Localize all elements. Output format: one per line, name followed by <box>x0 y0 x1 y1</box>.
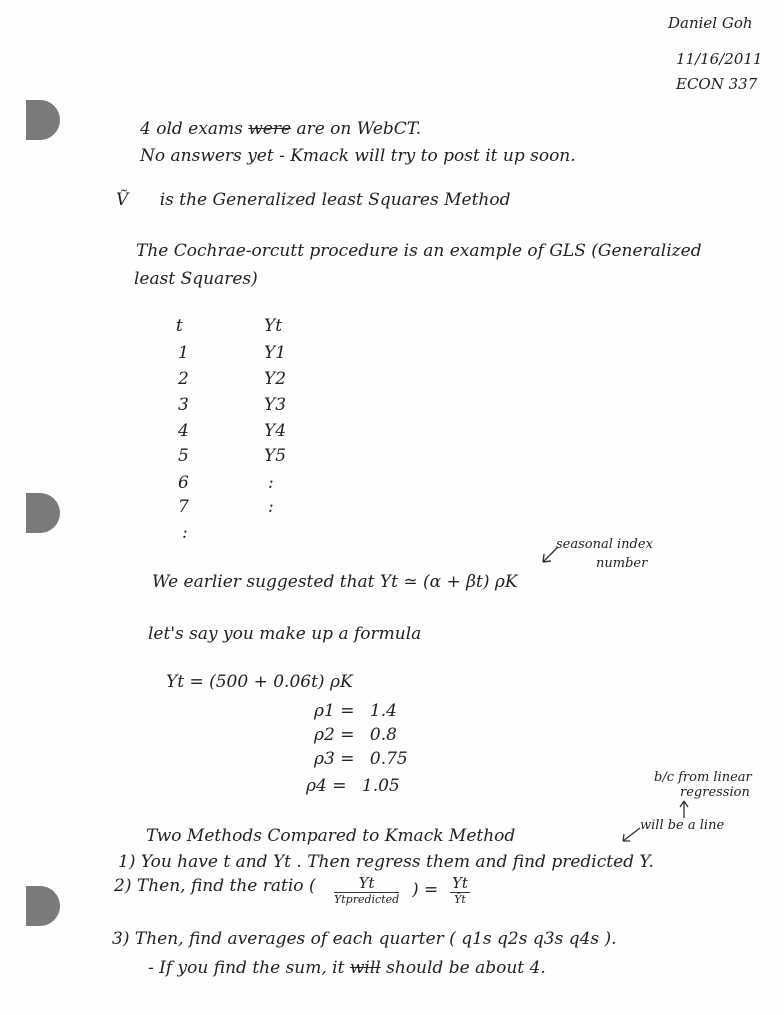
step-3-note-start: - If you find the sum, it <box>148 958 345 978</box>
gls-line <box>116 190 510 210</box>
ratio-numerator: Yt <box>334 874 399 893</box>
author-name: Daniel Goh <box>668 14 753 32</box>
ratio-denominator: Ytpredicted <box>334 893 400 906</box>
side-note-line-1: b/c from linear <box>654 770 752 785</box>
side-note-line-2: regression <box>680 785 750 800</box>
gls-text: is the Generalized least Squares Method <box>159 190 511 210</box>
cochrane-line: The Cochrae-orcutt procedure is an example of GLS (Generalized <box>136 241 702 261</box>
up-arrow-icon <box>678 799 690 819</box>
intro-line-1-start: 4 old exams <box>140 119 243 139</box>
result-denominator: Ŷt <box>454 893 466 906</box>
intro-line-1-end: are on WebCT. <box>296 119 422 139</box>
table-row-t: 2 <box>178 369 189 389</box>
intro-line-1 <box>140 119 421 139</box>
table-header-t: t <box>176 316 183 336</box>
punch-hole-bottom <box>26 886 60 926</box>
method-step-3-note <box>148 958 546 978</box>
table-row-y: Y3 <box>264 395 287 415</box>
step-3-note-end: should be about 4. <box>386 958 546 978</box>
method-step-1: 1) You have t and Yt . Then regress them and find predicted Y. <box>118 852 654 872</box>
value-number: 1.4 <box>369 701 397 721</box>
method-step-2-equals: ) = <box>412 880 439 900</box>
table-row-t: 3 <box>178 395 189 415</box>
course-code: ECON 337 <box>676 75 758 93</box>
list-item <box>314 725 397 745</box>
step-3-note-struck: will <box>349 958 381 978</box>
table-row-y: Y5 <box>264 446 287 466</box>
list-item <box>306 776 400 796</box>
formula-intro: let's say you make up a formula <box>148 624 422 644</box>
table-row-y: Y1 <box>264 343 287 363</box>
value-number: 0.8 <box>369 725 397 745</box>
method-step-3: 3) Then, find averages of each quarter ( q1s q2s q3s q4s ). <box>112 929 617 949</box>
table-row-y: : <box>268 497 274 517</box>
table-row-t: 5 <box>178 446 189 466</box>
earlier-suggested-line: We earlier suggested that Yt ≃ (α + βt) ρK <box>152 572 518 592</box>
value-label: ρ3 = <box>314 749 355 769</box>
value-number: 1.05 <box>361 776 400 796</box>
seasonal-arrow-icon <box>540 545 560 565</box>
note-date: 11/16/2011 <box>676 50 763 68</box>
value-label: ρ1 = <box>314 701 355 721</box>
value-label: ρ2 = <box>314 725 355 745</box>
intro-line-2: No answers yet - Kmack will try to post it up soon. <box>140 146 576 166</box>
table-row-t: 6 <box>178 473 189 493</box>
will-be-line-note: will be a line <box>640 818 725 833</box>
ratio-fraction <box>334 874 399 906</box>
value-number: 0.75 <box>369 749 408 769</box>
methods-title: Two Methods Compared to Kmack Method <box>146 826 516 846</box>
table-row-y: Y4 <box>264 421 287 441</box>
intro-line-1-struck: were <box>248 119 292 139</box>
method-step-2-text: 2) Then, find the ratio ( <box>114 876 316 896</box>
punch-hole-middle <box>26 493 60 533</box>
punch-hole-top <box>26 100 60 140</box>
seasonal-number-label: number <box>596 556 648 571</box>
seasonal-index-label: seasonal index <box>556 537 653 552</box>
result-numerator: Yt <box>452 874 468 892</box>
value-label: ρ4 = <box>306 776 347 796</box>
table-row-t: 1 <box>178 343 189 363</box>
list-item <box>314 701 397 721</box>
table-header-y: Yt <box>264 316 283 336</box>
cochrane-line-2: least Squares) <box>134 269 258 289</box>
y-tilde-symbol: Ṽ <box>116 190 129 210</box>
list-item <box>314 749 408 769</box>
table-row-y: : <box>268 473 274 493</box>
table-row-t: : <box>182 523 188 543</box>
will-be-line-arrow-icon <box>620 826 642 844</box>
table-row-t: 7 <box>178 497 189 517</box>
table-row-y: Y2 <box>264 369 287 389</box>
result-fraction <box>450 874 470 906</box>
table-row-t: 4 <box>178 421 189 441</box>
formula: Yt = (500 + 0.06t) ρK <box>166 672 353 692</box>
